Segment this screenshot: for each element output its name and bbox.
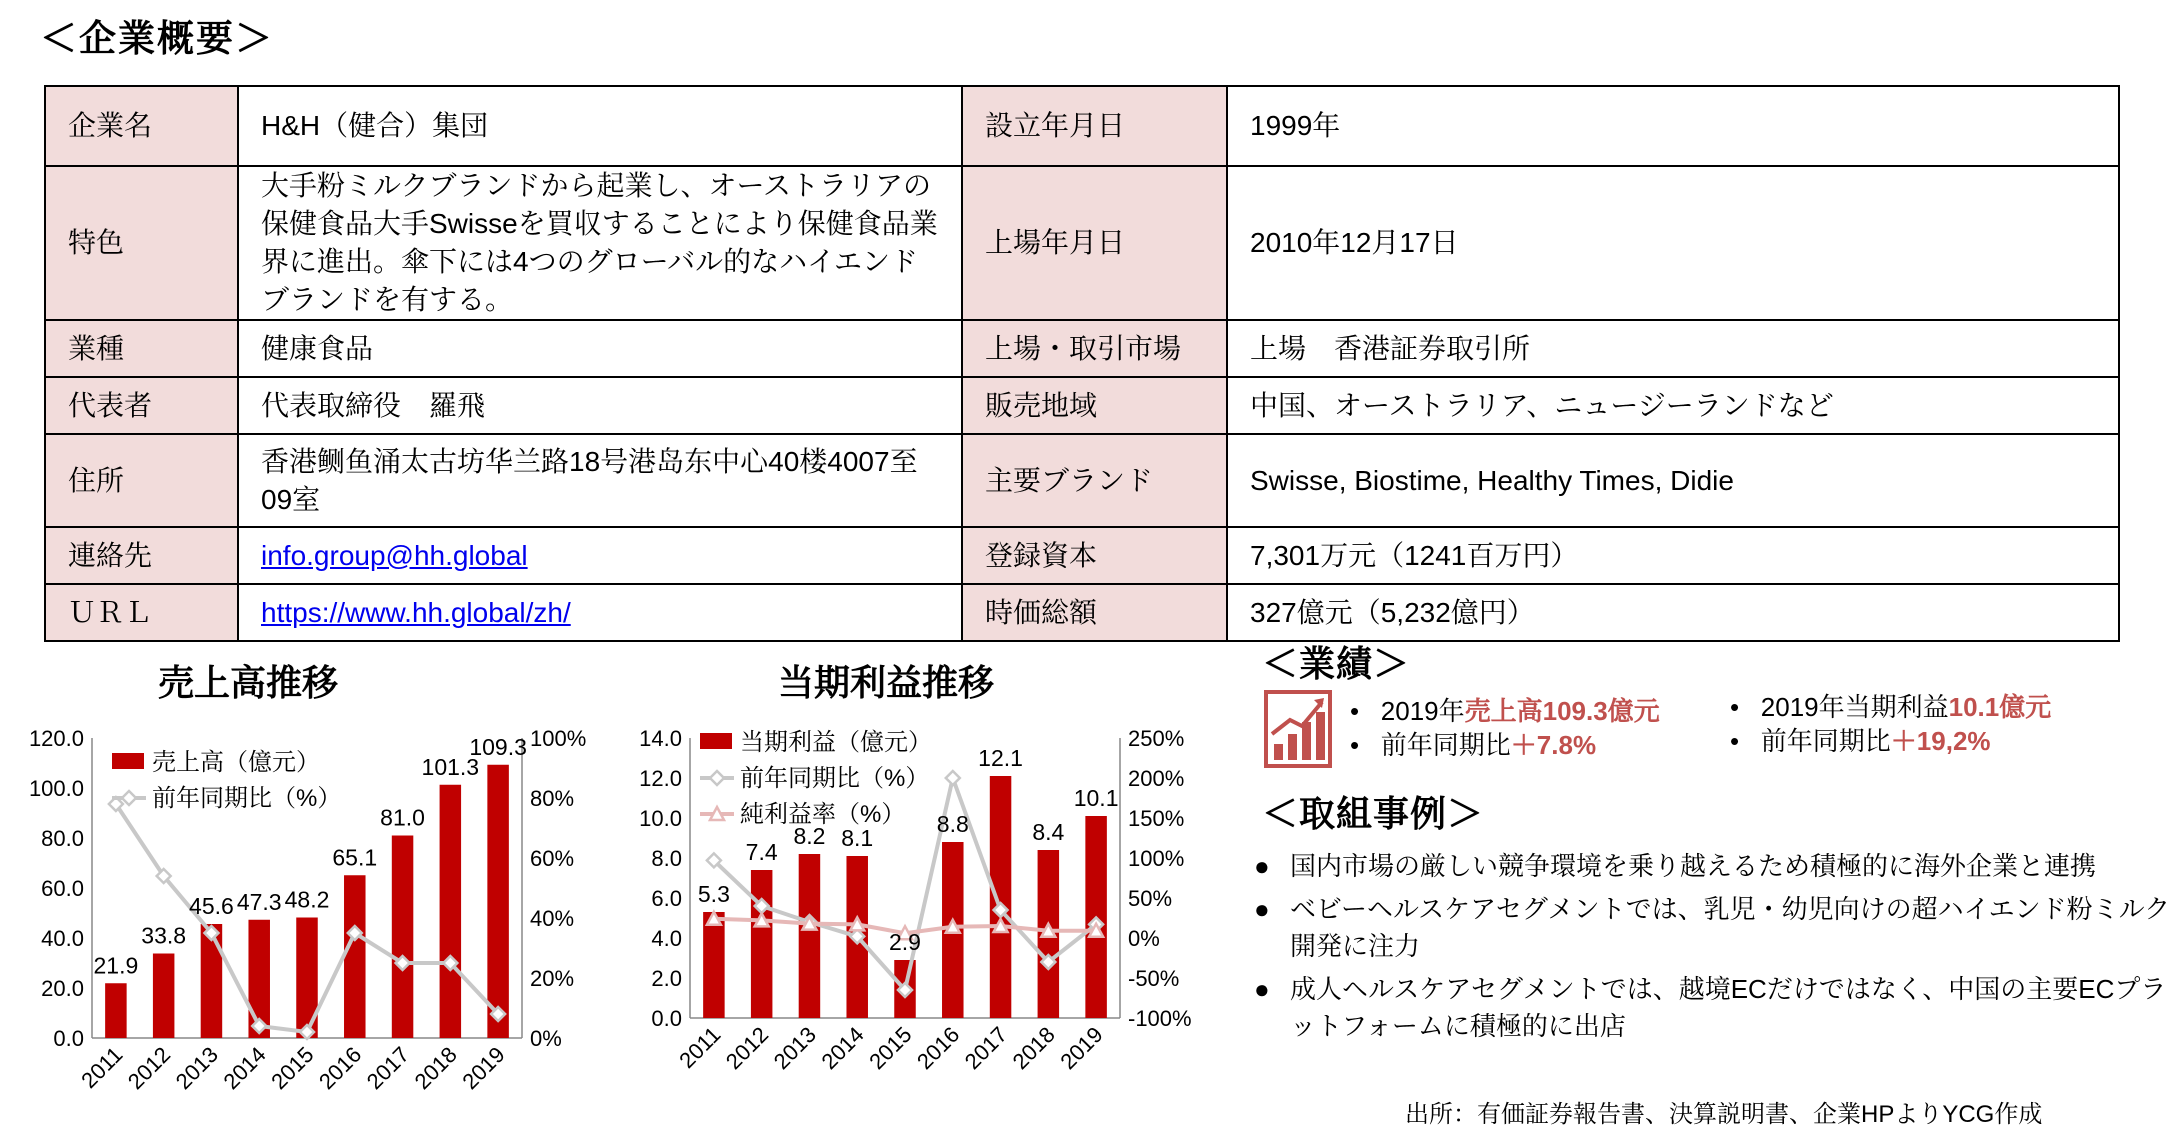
y-tick-label: 20.0	[41, 976, 84, 1001]
y2-tick-label: 0%	[1128, 926, 1160, 951]
x-tick-label: 2015	[864, 1021, 917, 1075]
legend-label: 前年同期比（%）	[152, 785, 342, 812]
x-tick-label: 2017	[361, 1041, 415, 1095]
legend-label: 当期利益（億元）	[740, 729, 932, 756]
label-features: 特色	[45, 166, 238, 320]
bar	[344, 875, 366, 1038]
table-row	[45, 86, 2119, 166]
label-capital: 登録資本	[962, 527, 1227, 584]
value-features: 大手粉ミルクブランドから起業し、オーストラリアの保健食品大手Swisseを買収することにより保健食品業界に進出。傘下には4つのグローバル的なハイエンドブランドを有する。	[238, 166, 962, 320]
examples-list	[1248, 848, 2178, 1051]
label-address: 住所	[45, 434, 238, 527]
y-tick-label: 100.0	[28, 776, 84, 801]
x-tick-label: 2012	[122, 1041, 176, 1095]
examples-title: ＜取組事例＞	[1262, 793, 1485, 834]
sales-chart	[0, 700, 620, 1130]
y-tick-label: 2.0	[651, 966, 682, 991]
page-title: ＜企業概要＞	[40, 18, 274, 59]
legend-marker	[122, 791, 136, 805]
y-tick-label: 0.0	[53, 1026, 84, 1051]
data-label: 7.4	[745, 839, 778, 865]
x-tick-label: 2016	[314, 1041, 367, 1095]
data-label: 5.3	[697, 881, 730, 907]
y-tick-label: 14.0	[639, 726, 682, 751]
table-row	[45, 320, 2119, 377]
value-listing-date: 2010年12月17日	[1227, 166, 2119, 320]
series-marker	[946, 771, 960, 785]
data-label: 8.1	[841, 825, 874, 851]
list-item: • 前年同期比＋19,2%	[1730, 726, 1991, 756]
bar	[487, 765, 509, 1038]
y-tick-label: 12.0	[639, 766, 682, 791]
bar	[105, 983, 127, 1038]
x-tick-label: 2018	[1007, 1021, 1060, 1075]
label-sales-region: 販売地域	[962, 377, 1227, 434]
data-label: 10.1	[1073, 785, 1119, 811]
legend-swatch-bar	[700, 733, 732, 749]
label-industry: 業種	[45, 320, 238, 377]
data-label: 8.2	[793, 823, 826, 849]
list-item: ● 国内市場の厳しい競争環境を乗り越えるため積極的に海外企業と連携	[1254, 851, 2097, 881]
value-founded: 1999年	[1227, 86, 2119, 166]
y2-tick-label: 200%	[1128, 766, 1185, 791]
x-tick-label: 2011	[76, 1041, 128, 1093]
bar	[153, 954, 175, 1039]
y-tick-label: 6.0	[651, 886, 682, 911]
value-capital: 7,301万元（1241百万円）	[1227, 527, 2119, 584]
y2-tick-label: 60%	[530, 846, 575, 871]
y-tick-label: 60.0	[41, 876, 84, 901]
value-industry: 健康食品	[238, 320, 962, 377]
label-listing-date: 上場年月日	[962, 166, 1227, 320]
data-label: 109.3	[469, 733, 527, 760]
bar	[392, 836, 414, 1039]
y2-tick-label: 100%	[530, 726, 587, 751]
bar	[799, 854, 821, 1018]
profit-chart-title: 当期利益推移	[778, 662, 995, 703]
bar	[990, 776, 1012, 1018]
data-label: 21.9	[93, 952, 139, 979]
bar	[751, 870, 773, 1018]
x-tick-label: 2019	[1055, 1021, 1108, 1075]
legend-marker	[710, 807, 724, 820]
x-tick-label: 2017	[959, 1021, 1013, 1075]
list-item: • 2019年当期利益10.1億元	[1730, 692, 2052, 722]
label-company-name: 企業名	[45, 86, 238, 166]
data-label: 47.3	[236, 888, 282, 915]
legend-marker	[710, 771, 724, 785]
legend-label: 前年同期比（%）	[740, 765, 930, 792]
x-tick-label: 2014	[816, 1021, 869, 1075]
list-item: ● ベビーヘルスケアセグメントでは、乳児・幼児向けの超ハイエンド粉ミルク開発に注力	[1254, 894, 2171, 961]
x-tick-label: 2013	[170, 1041, 223, 1095]
label-contact: 連絡先	[45, 527, 238, 584]
value-company-name: H&H（健合）集団	[238, 86, 962, 166]
data-label: 8.4	[1032, 819, 1065, 845]
value-contact	[238, 527, 962, 584]
value-sales-region: 中国、オーストラリア、ニュージーランドなど	[1227, 377, 2119, 434]
x-tick-label: 2012	[720, 1021, 774, 1075]
value-url	[238, 584, 962, 641]
list-item: • 前年同期比＋7.8%	[1350, 730, 1597, 760]
contact-email-link[interactable]: info.group@hh.global	[261, 539, 528, 571]
website-link[interactable]: https://www.hh.global/zh/	[261, 596, 571, 628]
table-row	[45, 527, 2119, 584]
value-brands: Swisse, Biostime, Healthy Times, Didie	[1227, 434, 2119, 527]
data-label: 45.6	[189, 893, 234, 919]
y-tick-label: 80.0	[41, 826, 84, 851]
bar	[440, 785, 462, 1038]
data-label: 33.8	[141, 922, 187, 949]
y-tick-label: 0.0	[651, 1006, 682, 1031]
y2-tick-label: 250%	[1128, 726, 1185, 751]
data-label: 81.0	[380, 804, 425, 831]
data-label: 12.1	[978, 745, 1023, 771]
y2-tick-label: 50%	[1128, 886, 1173, 911]
y2-tick-label: 80%	[530, 786, 575, 811]
growth-chart-icon	[1264, 690, 1332, 768]
table-row	[45, 377, 2119, 434]
y-tick-label: 8.0	[651, 846, 682, 871]
y2-tick-label: 20%	[530, 966, 575, 991]
label-market: 上場・取引市場	[962, 320, 1227, 377]
legend-label: 売上高（億元）	[152, 749, 320, 776]
legend-swatch-bar	[112, 753, 144, 769]
x-tick-label: 2019	[457, 1041, 510, 1095]
y2-tick-label: 100%	[1128, 846, 1185, 871]
performance-title: ＜業績＞	[1262, 643, 1411, 684]
performance-list-profit	[1730, 690, 2051, 758]
data-label: 8.8	[936, 811, 969, 837]
y-tick-label: 40.0	[41, 926, 84, 951]
x-tick-label: 2013	[768, 1021, 821, 1075]
profit-chart	[600, 700, 1240, 1130]
x-tick-label: 2018	[409, 1041, 462, 1095]
data-label: 48.2	[284, 886, 330, 913]
data-label: 101.3	[421, 753, 480, 780]
y-tick-label: 120.0	[28, 726, 84, 751]
x-tick-label: 2016	[912, 1021, 965, 1075]
performance-list-sales	[1350, 694, 1660, 762]
x-tick-label: 2011	[674, 1021, 726, 1073]
y2-tick-label: 150%	[1128, 806, 1185, 831]
table-row	[45, 166, 2119, 320]
label-brands: 主要ブランド	[962, 434, 1227, 527]
y2-tick-label: -50%	[1128, 966, 1180, 991]
y-tick-label: 4.0	[651, 926, 682, 951]
list-item: ● 成人ヘルスケアセグメントでは、越境ECだけではなく、中国の主要ECプラットフォームに積極的に出店	[1254, 974, 2167, 1041]
y2-tick-label: 0%	[530, 1026, 562, 1051]
table-row	[45, 584, 2119, 641]
y2-tick-label: 40%	[530, 906, 575, 931]
value-address: 香港鲗鱼涌太古坊华兰路18号港岛东中心40楼4007至09室	[238, 434, 962, 527]
label-founded: 設立年月日	[962, 86, 1227, 166]
label-representative: 代表者	[45, 377, 238, 434]
value-market-cap: 327億元（5,232億円）	[1227, 584, 2119, 641]
table-row	[45, 434, 2119, 527]
label-url: ＵＲＬ	[45, 584, 238, 641]
y-tick-label: 10.0	[639, 806, 682, 831]
value-market: 上場 香港証券取引所	[1227, 320, 2119, 377]
source-note: 出所：有価証券報告書、決算説明書、企業HPよりYCG作成	[1405, 1101, 2043, 1128]
list-item: • 2019年売上高109.3億元	[1350, 696, 1660, 726]
sales-chart-title: 売上高推移	[158, 662, 339, 703]
value-representative: 代表取締役 羅飛	[238, 377, 962, 434]
x-tick-label: 2015	[266, 1041, 319, 1095]
bar	[703, 912, 725, 1018]
legend-label: 純利益率（%）	[740, 801, 906, 828]
y2-tick-label: -100%	[1128, 1006, 1192, 1031]
data-label: 65.1	[332, 844, 378, 871]
label-market-cap: 時価総額	[962, 584, 1227, 641]
company-overview-table	[44, 85, 2120, 642]
data-label: 2.9	[889, 929, 921, 955]
x-tick-label: 2014	[218, 1041, 271, 1095]
